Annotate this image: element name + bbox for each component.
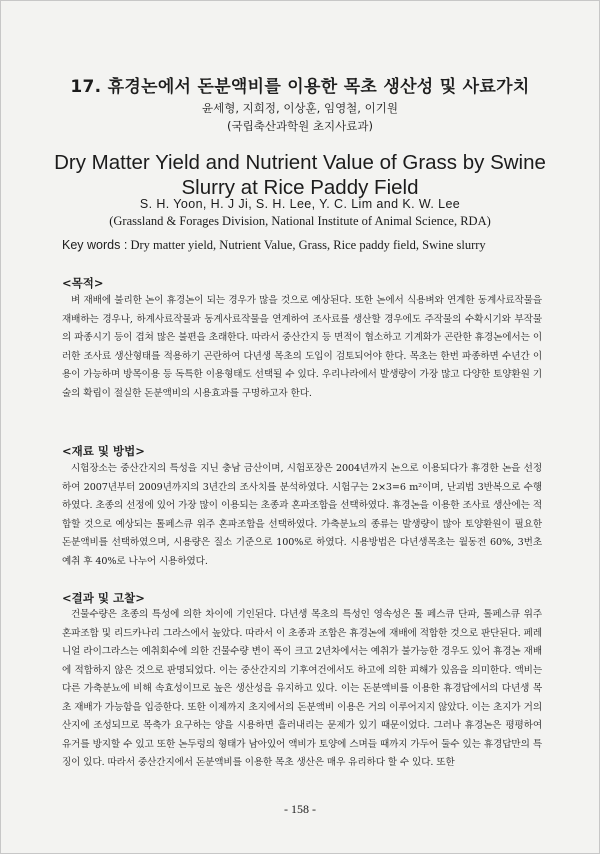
keywords-label: Key words :: [62, 238, 128, 252]
keywords-text: Dry matter yield, Nutrient Value, Grass, Rice paddy field, Swine slurry: [130, 238, 486, 252]
page-top-edge: [0, 0, 600, 1]
section-text-purpose: 벼 재배에 불리한 논이 휴경논이 되는 경우가 많을 것으로 예상된다. 또한 논에서 식용벼와 연계한 동계사료작물을 재배하는 경우나, 하계사료작물과 동계사료작물을 연계하여 조사료를 생산할 경우에도 주작물의 수확시기와 부작물의 파종시기 등이 겹쳐 많은 불편을 초래한다. 따라서 중산간지 등 면적이 협소하고 기계화가 곤란한 휴경논에서는 이러한 조사료 생산형태를 적용하기 곤란하여 다년생 목초의 도입이 검토되어야 한다. 목초는 한번 파종하면 수년간 이용이 가능하며 방목이용 등 독특한 이용형태도 선택될 수 있다. 우리나라에서 발생량이 가장 많고 다양한 토양환원 기술의 확립이 절실한 돈분액비의 시용효과를 구명하고자 한다.: [62, 295, 542, 399]
english-title: Dry Matter Yield and Nutrient Value of Grass by Swine Slurry at Rice Paddy Field: [54, 151, 546, 199]
english-affiliation: (Grassland & Forages Division, National Institute of Animal Science, RDA): [109, 214, 491, 228]
english-authors: S. H. Yoon, H. J Ji, S. H. Lee, Y. C. Lim and K. W. Lee: [139, 197, 461, 211]
korean-authors: 윤세형, 지희정, 이상훈, 임영철, 이기원: [202, 101, 398, 115]
section-text-methods: 시험장소는 중산간지의 특성을 지닌 충남 금산이며, 시험포장은 2004년까지 논으로 이용되다가 휴경한 논을 선정하여 2007년부터 2009년까지의 3년간의 조사치를 분석하였다. 시험구는 2×3=6 m²이며, 난괴법 3반복으로 수행하였다. 초종의 선정에 있어 가장 많이 이용되는 초종과 혼파조합을 선택하였다. 휴경논을 이용한 조사료 생산에는 적합할 것으로 예상되는 톨페스큐 위주 혼파조합을 선택하였다. 가축분뇨의 종류는 발생량이 많아 토양환원이 필요한 돈분액비를 선택하였으며, 시용량은 질소 기준으로 100%로 하였다. 시용방법은 다년생목초는 월동전 60%, 3번초 예취 후 40%로 나누어 시용하였다.: [62, 463, 542, 567]
section-heading-results: <결과 및 고찰>: [62, 591, 145, 605]
page-number: - 158 -: [284, 802, 316, 816]
korean-title: 17. 휴경논에서 돈분액비를 이용한 목초 생산성 및 사료가치: [70, 77, 530, 97]
section-heading-methods: <재료 및 방법>: [62, 444, 145, 458]
section-heading-purpose: <목적>: [62, 276, 104, 290]
korean-affiliation: (국립축산과학원 초지사료과): [227, 119, 373, 133]
section-text-results: 건물수량은 초종의 특성에 의한 차이에 기인된다. 다년생 목초의 특성인 영속성은 톨 페스큐 단파, 톨페스큐 위주 혼파조합 및 리드카나리 그라스에서 높았다. 따라서 이 초종과 조합은 휴경논에 재배에 적합한 것으로 판단된다. 페레니얼 라이그라스는 예취회수에 의한 건물수량 변이 폭이 크고 2년차에서는 예취가 불가능한 경우도 있어 휴경논 재배에 적합하지 않은 것으로 판명되었다. 이는 중산간지의 기후여건에서도 하고에 의한 피해가 있음을 의미한다. 액비는 다른 가축분뇨에 비해 속효성이므로 높은 생산성을 유지하고 있다. 이는 돈분액비를 이용한 휴경답에서의 다년생 목초 재배가 가능함을 입증한다. 또한 이제까지 초지에서의 돈분액비 이용은 거의 이루어지지 않았다. 이는 초지가 거의 산지에 조성되므로 목축가 요구하는 양을 시용하면 흘러내리는 문제가 있기 때문이었다. 그러나 휴경논은 평평하여 유거를 방지할 수 있고 또한 논두렁의 형태가 남아있어 액비가 토양에 스며들 때까지 가두어 둘수 있는 휴경답만의 특징이 있다. 따라서 중산간지에서 돈분액비를 이용한 목초 생산은 매우 유리하다 할 수 있다. 또한: [62, 609, 542, 768]
keywords-line: [62, 238, 542, 253]
